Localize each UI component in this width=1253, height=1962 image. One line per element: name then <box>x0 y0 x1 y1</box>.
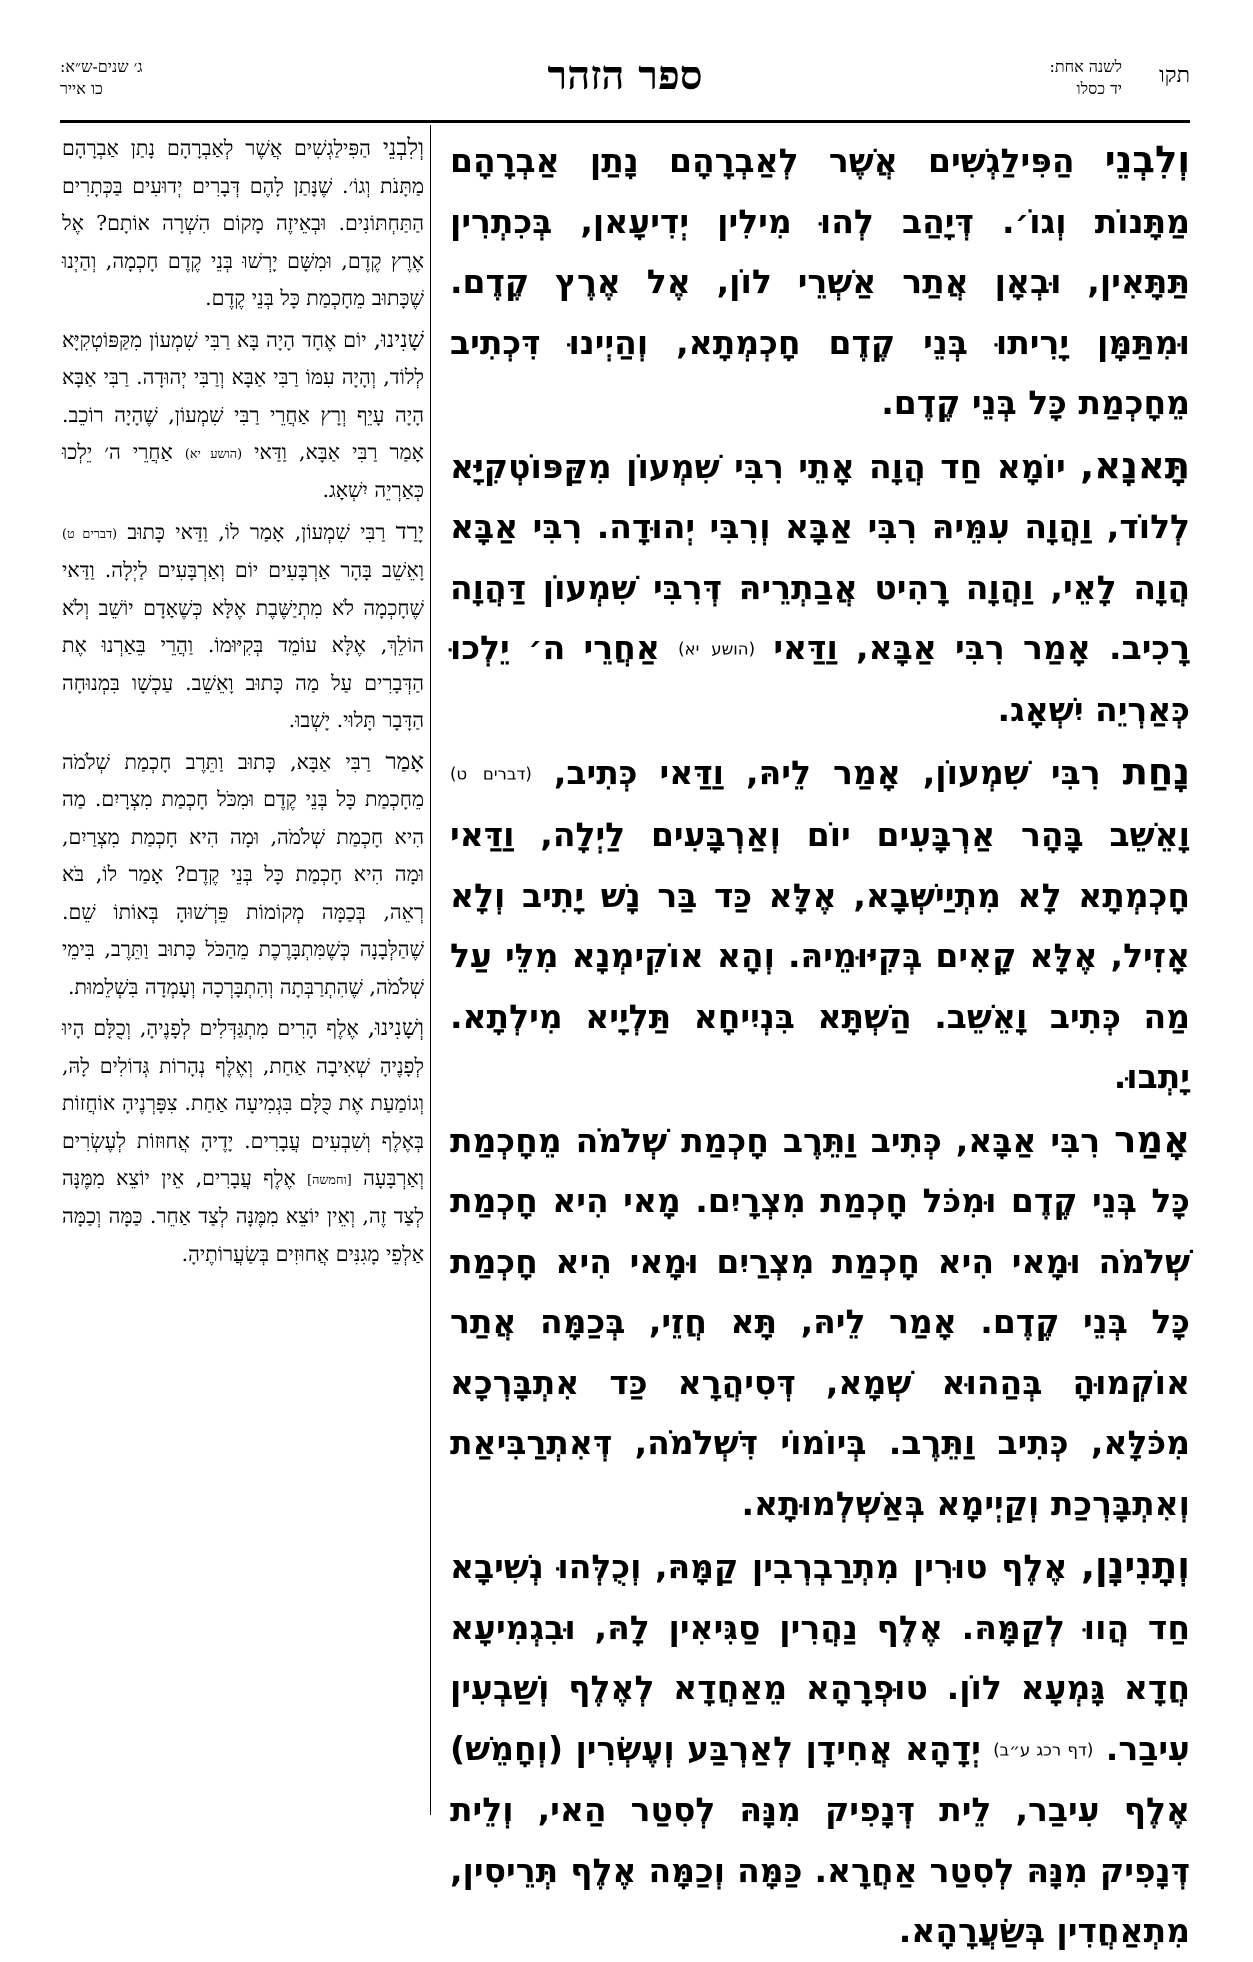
paragraph-text-tail: יְדָהָא אֲחִידָן לְאַרְבַּע וְעֶשְׂרִין (וְחָמֵשׁ) אֶלֶף עִיבַר, לֵית דְּנָפִיק מִנָּהּ לְסִטַר הַאי, וְלֵית דְּנָפִיק מִנָּהּ לְסִטַר אַחֲרָא. כַּמָּה וְכַמָּה אֶלֶף תְּרֵיסִין, מִתְאַחֲדִין בְּשַׂעֲרָהָא. <box>450 1728 1190 1951</box>
verse-citation: (דברים ט) <box>62 525 118 541</box>
paragraph-lead-word: אָמַר <box>385 748 424 775</box>
paragraph-lead-word: וְלִבְנֵי <box>382 135 424 161</box>
paragraph-text: יוֹם אֶחָד הָיָה בָּא רַבִּי שִׁמְעוֹן מִקַּפּוֹטְקִיָּא לְלוֹד, וְהָיָה עִמּוֹ רַבִּי אַבָּא וְרַבִּי יְהוּדָה. רַבִּי אַבָּא הָיָה עָיֵף וְרָץ אַחֲרֵי רַבִּי שִׁמְעוֹן, שֶׁהָיָה רוֹכֵב. אָמַר רַבִּי אַבָּא, וַדַּאי <box>62 327 424 464</box>
aramaic-paragraph <box>450 1536 1190 1962</box>
aramaic-paragraph <box>450 130 1190 434</box>
page-reference: (דף רכג ע״ב) <box>993 1739 1094 1759</box>
paragraph-text: רַבִּי אַבָּא, כָּתוּב וַתֵּרֶב חָכְמַת שְׁלֹמֹה מֵחָכְמַת כָּל בְּנֵי קֶדֶם וּמִכֹּל חָכְמַת מִצְרָיִם. מַה הִיא חָכְמַת שְׁלֹמֹה, וּמָה הִיא חָכְמַת מִצְרַיִם, וּמָה הִיא חָכְמַת כָּל בְּנֵי קֶדֶם? אָמַר לוֹ, בֹּא רְאֵה, בְּכַמָּה מְקוֹמוֹת פֵּרְשׁוּהָ בְּאוֹתוֹ שֵׁם. שֶׁהַלְּבָנָה כְּשֶׁמִּתְבָּרֶכֶת מֵהַכֹּל כָּתוּב וַתֵּרֶב, בִּימֵי שְׁלֹמֹה, שֶׁהִתְרַבְּתָה וְהִתְבָּרְכָה וְעָמְדָה בִּשְׁלֵמוּת. <box>62 749 424 999</box>
multi-year-cycle <box>60 56 143 100</box>
verse-citation: [וחמשה] <box>307 1171 352 1187</box>
daily-cycle-date: יד כסלו <box>1076 79 1122 98</box>
hebrew-paragraph <box>62 130 424 318</box>
paragraph-lead-word: וְתָנִינָן, <box>1080 1544 1190 1587</box>
paragraph-text: יוֹמָא חַד הֲוָה אָתֵי רִבִּי שִׁמְעוֹן מִקַּפּוֹטְקִיָּא לְלוֹד, וַהֲוָה עִמֵּיהּ רִבִּי אַבָּא וְרִבִּי יְהוּדָה. רִבִּי אַבָּא הֲוָה לָאֵי, וַהֲוָה רָהִיט אֲבַתְרֵיהּ דְּרִבִּי שִׁמְעוֹן דַּהֲוָה רָכִיב. אָמַר רִבִּי אַבָּא, וַדַּאי <box>450 446 1190 667</box>
hebrew-paragraph <box>62 1010 424 1273</box>
aramaic-paragraph <box>450 1110 1190 1535</box>
paragraph-text: הַפִּילַגְשִׁים אֲשֶׁר לְאַבְרָהָם נָתַן אַבְרָהָם מַתָּנֹת וְגוֹ׳. שֶׁנָּתַן לָהֶם דְּבָרִים יְדוּעִים בַּכְּתָרִים הַתַּחְתּוֹנִים. וּבְאֵיזֶה מָקוֹם הִשְׁרָה אוֹתָם? אֶל אֶרֶץ קֶדֶם, וּמִשָּׁם יָרְשׁוּ בְּנֵי קֶדֶם חָכְמָה, וְהַיְנוּ שֶׁכָּתוּב מֵחָכְמַת כָּל בְּנֵי קֶדֶם. <box>62 136 424 310</box>
paragraph-text-tail: וָאֵשֵׁב בָּהָר אַרְבָּעִים יוֹם וְאַרְבָּעִים לַיְלָה, וַדַּאי חָכְמְתָא לָא מִתְיַישְּׁבָא, אֶלָּא כַּד בַּר נָשׁ יָתִיב וְלָא אָזִיל, אֶלָּא קָאִים בְּקִיּוּמֵיהּ. וְהָא אוֹקִימְנָא מִלֵּי עַל מַה כְּתִיב וָאֵשֵׁב. הַשְׁתָּא בִּנְיִיחָא תַּלְיָיא מִילְתָא. יָתְבוּ. <box>450 815 1190 1096</box>
hebrew-paragraph <box>62 744 424 1007</box>
multi-year-label: ג׳ שנים-ש״א: <box>60 57 143 76</box>
daily-cycle <box>1049 56 1122 100</box>
column-divider <box>430 125 431 1815</box>
paragraph-text-tail: אֶלֶף עֲבָרִים, אֵין יוֹצֵא מִמֶּנָּה לְצַד זֶה, וְאֵין יוֹצֵא מִמֶּנָּה לְצַד אַחֵר. כַּמָּה וְכַמָּה אַלְפֵי מָגִנִּים אֲחוּזִים בְּשַׂעֲרוֹתֶיהָ. <box>62 1166 424 1266</box>
paragraph-text: הַפִּילַגְשִׁים אֲשֶׁר לְאַבְרָהָם נָתַן אַבְרָהָם מַתָּנוֹת וְגוֹ׳. דְּיָהַב לְהוּ מִילִין יְדִיעָאן, בְּכִתְרִין תַּתָּאִין, וּבְאָן אֲתַר אַשְׁרֵי לוֹן, אֶל אֶרֶץ קֶדֶם. וּמִתַּמָּן יָרִיתוּ בְּנֵי קֶדֶם חָכְמְתָא, וְהַיְינוּ דִּכְתִיב מֵחָכְמַת כָּל בְּנֵי קֶדֶם. <box>450 141 1190 422</box>
page-header <box>60 52 1190 120</box>
paragraph-lead-word: וְלִבְנֵי <box>1104 138 1190 181</box>
paragraph-text: אֶלֶף הָרִים מִתְגַּדְּלִים לְפָנֶיהָ, וְכֻלָּם הָיוּ לְפָנֶיהָ שְׁאִיבָה אַחַת, וְאֶלֶף נְהָרוֹת גְּדוֹלִים לָהּ, וְגוֹמַעַת אֶת כֻּלָּם בִּגְמִיעָה אַחַת. צִפָּרְנֶיהָ אוֹחֲזוֹת בְּאֶלֶף וְשִׁבְעִים עֲבָרִים. יָדֶיהָ אֲחוּזוֹת לְעֶשְׂרִים וְאַרְבָּעָה <box>62 1016 424 1190</box>
aramaic-paragraph <box>450 742 1190 1107</box>
aramaic-paragraph <box>450 436 1190 741</box>
hebrew-column <box>62 130 424 1273</box>
hebrew-paragraph <box>62 514 424 740</box>
paragraph-text-tail: אַחֲרֵי ה׳ יֵלְכוּ כְּאַרְיֵה יִשְׁאָג. <box>450 628 1190 729</box>
multi-year-date: כו אייר <box>60 79 103 98</box>
paragraph-lead-word: תָּאנָא, <box>1080 443 1190 487</box>
paragraph-text: רִבִּי אַבָּא, כְּתִיב וַתֵּרֶב חָכְמַת שְׁלֹמֹה מֵחָכְמַת כָּל בְּנֵי קֶדֶם וּמִכֹּל חָכְמַת מִצְרָיִם. מָאי הִיא חָכְמַת שְׁלֹמֹה וּמָאי הִיא חָכְמַת מִצְרַיִם וּמָאי הִיא חָכְמַת כָּל בְּנֵי קֶדֶם. אָמַר לֵיהּ, תָּא חֲזֵי, בְּכַמָּה אֲתַר אוֹקְמוּהָ בְּהַהוּא שְׁמָא, דְּסִיהֲרָא כַּד אִתְבָּרְכָא מִכֹּלָּא, כְּתִיב וַתֵּרֶב. בְּיוֹמוֹי דִּשְׁלֹמֹה, דְּאִתְרַבִּיאַת וְאִתְבָּרְכַת וְקַיְימָא בְּאַשְׁלְמוּתָא. <box>450 1120 1190 1523</box>
paragraph-text: אֶלֶף טוּרִין מִתְרַבְרְבִין קַמָּהּ, וְכֻלְּהוּ נְשִׁיבָא חַד הֲווּ לְקַמָּהּ. אֶלֶף נַהֲרִין סַגִּיאִין לָהּ, וּבִגְמִיעָא חֲדָא גָּמְעָא לוֹן. טוּפְרָהָא מֵאַחֲדָא לְאֶלֶף וְשַׁבְעִין עִיבַר. <box>450 1547 1190 1768</box>
paragraph-lead-word: יָרַד <box>395 518 424 545</box>
verse-citation: (הושע יא) <box>678 639 756 659</box>
paragraph-lead-word: שָׁנִינוּ, <box>373 326 424 353</box>
aramaic-column <box>450 130 1190 1962</box>
paragraph-text-tail: וָאֵשֵׁב בָּהָר אַרְבָּעִים יוֹם וְאַרְבָּעִים לַיְלָה. וַדַּאי שֶׁחָכְמָה לֹא מִתְיַשֶּׁבֶת אֶלָּא כְּשֶׁאָדָם יוֹשֵׁב וְלֹא הוֹלֵךְ, אֶלָּא עוֹמֵד בְּקִיּוּמוֹ. וַהֲרֵי בֵּאַרְנוּ אֶת הַדְּבָרִים עַל מַה כָּתוּב וָאֵשֵׁב. עַכְשָׁו בִּמְנוּחָה הַדָּבָר תָּלוּי. יָשְׁבוּ. <box>62 558 424 732</box>
paragraph-text: רַבִּי שִׁמְעוֹן, אָמַר לוֹ, וַדַּאי כָּתוּב <box>127 519 396 544</box>
paragraph-lead-word: וְשָׁנִינוּ, <box>367 1015 424 1041</box>
daily-cycle-label: לשנה אחת: <box>1049 57 1122 76</box>
book-title: ספר הזהר <box>547 52 703 99</box>
verse-citation: (הושע יא) <box>184 445 243 461</box>
header-rule <box>60 120 1190 123</box>
paragraph-text: רִבִּי שִׁמְעוֹן, אָמַר לֵיהּ, וַדַּאי כְּתִיב, <box>553 753 1123 793</box>
paragraph-lead-word: נָחַת <box>1122 750 1190 794</box>
hebrew-paragraph <box>62 322 424 510</box>
verse-citation: (דברים ט) <box>450 764 532 784</box>
paragraph-text-tail: אַחֲרֵי ה׳ יֵלְכוּ כְּאַרְיֵה יִשְׁאָג. <box>62 440 424 503</box>
paragraph-lead-word: אָמַר <box>1114 1117 1190 1161</box>
page-number: תקו <box>1159 63 1190 88</box>
